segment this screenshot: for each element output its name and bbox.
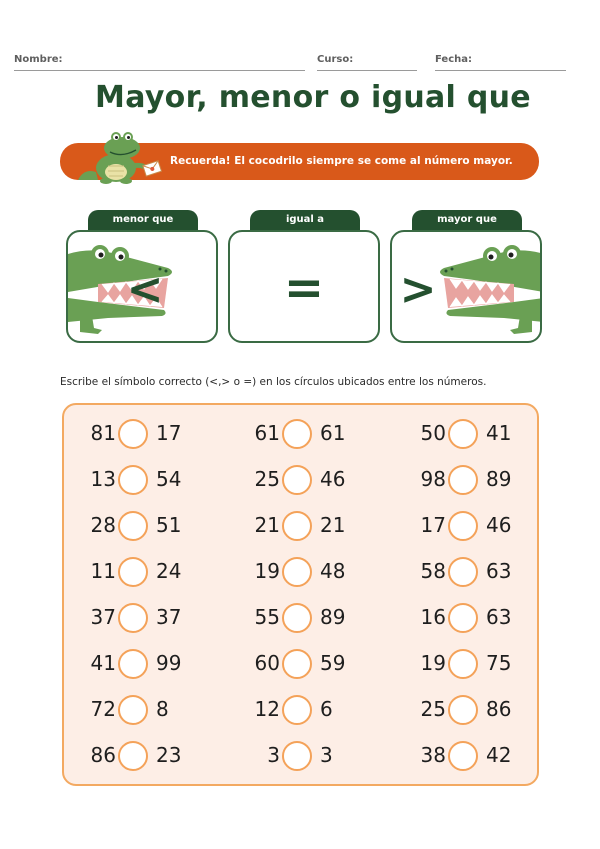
answer-circle[interactable]: [282, 649, 312, 679]
right-number: 41: [486, 421, 512, 445]
right-number: 23: [156, 743, 182, 767]
answer-circle[interactable]: [282, 419, 312, 449]
left-number: 19: [254, 559, 280, 583]
name-label: Nombre:: [14, 54, 63, 65]
left-number: 16: [420, 605, 446, 629]
right-number: 59: [320, 651, 346, 675]
left-number: 3: [267, 743, 280, 767]
answer-circle[interactable]: [448, 419, 478, 449]
left-number: 58: [420, 559, 446, 583]
right-number: 17: [156, 421, 182, 445]
name-field[interactable]: [14, 54, 305, 71]
left-number: 50: [420, 421, 446, 445]
left-number: 61: [254, 421, 280, 445]
left-number: 98: [420, 467, 446, 491]
instruction-text: Escribe el símbolo correcto (<,> o =) en los círculos ubicados entre los números.: [60, 376, 487, 388]
right-number: 75: [486, 651, 512, 675]
left-number: 21: [254, 513, 280, 537]
left-number: 19: [420, 651, 446, 675]
left-number: 81: [90, 421, 116, 445]
right-number: 42: [486, 743, 512, 767]
course-label: Curso:: [317, 54, 354, 65]
left-number: 72: [90, 697, 116, 721]
exercise-grid: [62, 403, 539, 786]
answer-circle[interactable]: [282, 603, 312, 633]
answer-circle[interactable]: [448, 649, 478, 679]
right-number: 89: [486, 467, 512, 491]
left-number: 11: [90, 559, 116, 583]
answer-circle[interactable]: [118, 741, 148, 771]
left-number: 25: [420, 697, 446, 721]
panel-mayor-que: [390, 230, 542, 343]
right-number: 89: [320, 605, 346, 629]
less-than-symbol: <: [126, 264, 164, 315]
left-number: 25: [254, 467, 280, 491]
left-number: 38: [420, 743, 446, 767]
right-number: 54: [156, 467, 182, 491]
equals-symbol: =: [283, 260, 325, 316]
greater-than-symbol: >: [399, 264, 437, 315]
left-number: 41: [90, 651, 116, 675]
left-number: 13: [90, 467, 116, 491]
right-number: 46: [486, 513, 512, 537]
tab-igual-a: igual a: [250, 210, 360, 230]
answer-circle[interactable]: [448, 695, 478, 725]
left-number: 28: [90, 513, 116, 537]
right-number: 86: [486, 697, 512, 721]
right-number: 46: [320, 467, 346, 491]
right-number: 21: [320, 513, 346, 537]
right-number: 51: [156, 513, 182, 537]
answer-circle[interactable]: [118, 695, 148, 725]
banner-text: Recuerda! El cocodrilo siempre se come al número mayor.: [170, 155, 513, 167]
left-number: 55: [254, 605, 280, 629]
right-number: 6: [320, 697, 333, 721]
left-number: 12: [254, 697, 280, 721]
answer-circle[interactable]: [118, 511, 148, 541]
answer-circle[interactable]: [118, 465, 148, 495]
date-field[interactable]: [435, 54, 566, 71]
right-number: 48: [320, 559, 346, 583]
right-number: 99: [156, 651, 182, 675]
answer-circle[interactable]: [118, 557, 148, 587]
answer-circle[interactable]: [448, 603, 478, 633]
left-number: 60: [254, 651, 280, 675]
right-number: 63: [486, 605, 512, 629]
left-number: 37: [90, 605, 116, 629]
right-number: 24: [156, 559, 182, 583]
answer-circle[interactable]: [118, 649, 148, 679]
answer-circle[interactable]: [282, 695, 312, 725]
right-number: 61: [320, 421, 346, 445]
answer-circle[interactable]: [282, 511, 312, 541]
answer-circle[interactable]: [282, 465, 312, 495]
tab-mayor-que: mayor que: [412, 210, 522, 230]
answer-circle[interactable]: [282, 741, 312, 771]
date-label: Fecha:: [435, 54, 473, 65]
answer-circle[interactable]: [118, 603, 148, 633]
answer-circle[interactable]: [448, 741, 478, 771]
tab-menor-que: menor que: [88, 210, 198, 230]
right-number: 3: [320, 743, 333, 767]
left-number: 86: [90, 743, 116, 767]
crocodile-mascot-icon: [70, 128, 170, 184]
left-number: 17: [420, 513, 446, 537]
answer-circle[interactable]: [448, 557, 478, 587]
panel-menor-que: [66, 230, 218, 343]
answer-circle[interactable]: [448, 511, 478, 541]
answer-circle[interactable]: [118, 419, 148, 449]
right-number: 8: [156, 697, 169, 721]
panel-igual-a: [228, 230, 380, 343]
page-title: Mayor, menor o igual que: [95, 80, 531, 115]
right-number: 63: [486, 559, 512, 583]
course-field[interactable]: [317, 54, 417, 71]
answer-circle[interactable]: [282, 557, 312, 587]
answer-circle[interactable]: [448, 465, 478, 495]
right-number: 37: [156, 605, 182, 629]
